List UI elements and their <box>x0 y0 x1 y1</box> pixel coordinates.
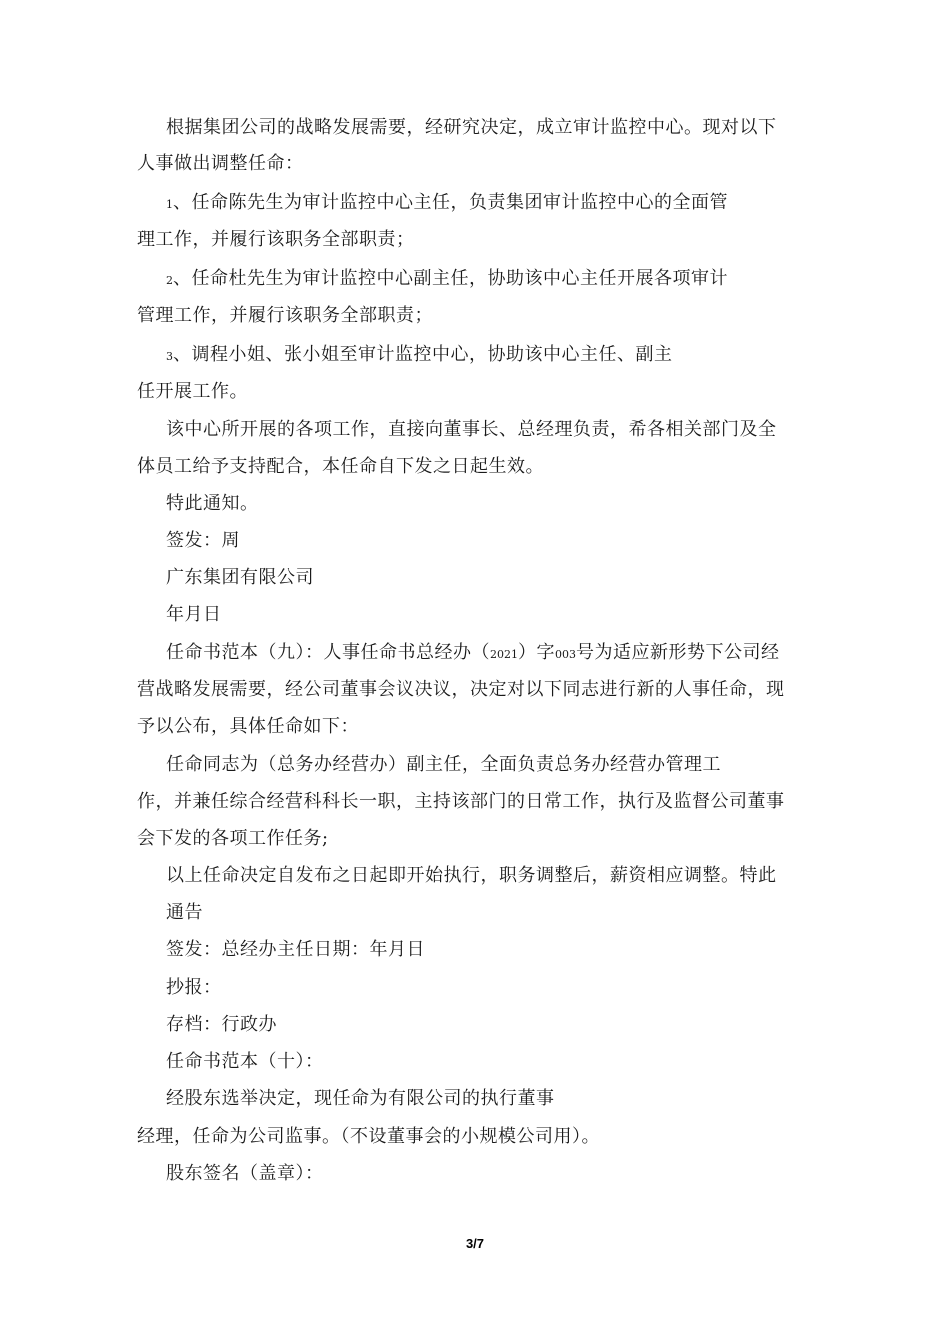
paragraph-line: 以上任命决定自发布之日起即开始执行，职务调整后，薪资相应调整。特此 <box>166 865 777 886</box>
paragraph-line: 管理工作，并履行该职务全部职责； <box>137 305 433 326</box>
paragraph-line: 作，并兼任综合经营科科长一职，主持该部门的日常工作，执行及监督公司董事 <box>137 791 785 812</box>
doc-year: 2021 <box>490 648 518 661</box>
list-number: 3 <box>166 350 173 363</box>
company-name: 广东集团有限公司 <box>166 567 314 588</box>
list-number: 1 <box>166 198 173 211</box>
cc-line: 抄报： <box>166 977 222 998</box>
paragraph-line: 通告 <box>166 902 203 923</box>
section-heading-9: 任命书范本（九）：人事任命书总经办（2021）字003号为适应新形势下公司经 <box>166 642 780 663</box>
paragraph-line: 经股东选举决定，现任命为有限公司的执行董事 <box>166 1088 555 1109</box>
paragraph-line: 根据集团公司的战略发展需要，经研究决定，成立审计监控中心。现对以下 <box>166 117 777 138</box>
paragraph-line: 经理，任命为公司监事。（不设董事会的小规模公司用）。 <box>137 1126 600 1147</box>
list-item-2: 2、任命杜先生为审计监控中心副主任，协助该中心主任开展各项审计 <box>166 268 728 289</box>
paragraph-line: 体员工给予支持配合，本任命自下发之日起生效。 <box>137 456 544 477</box>
section-heading-10: 任命书范本（十）： <box>166 1051 324 1072</box>
page-number: 3/7 <box>465 1236 485 1251</box>
date-line: 年月日 <box>166 604 222 625</box>
paragraph-line: 任命同志为（总务办经营办）副主任，全面负责总务办经营办管理工 <box>166 754 721 775</box>
paragraph-line: 会下发的各项工作任务; <box>137 828 329 849</box>
doc-number: 003 <box>555 648 576 661</box>
signature-line: 签发：周 <box>166 530 240 551</box>
shareholder-signature-line: 股东签名（盖章）： <box>166 1163 324 1184</box>
list-item-3: 3、调程小姐、张小姐至审计监控中心，协助该中心主任、副主 <box>166 344 673 365</box>
paragraph-line: 该中心所开展的各项工作，直接向董事长、总经理负责，希各相关部门及全 <box>166 419 777 440</box>
list-item-1: 1、任命陈先生为审计监控中心主任，负责集团审计监控中心的全面管 <box>166 192 728 213</box>
paragraph-line: 营战略发展需要，经公司董事会议决议，决定对以下同志进行新的人事任命，现 <box>137 679 785 700</box>
paragraph-line: 予以公布，具体任命如下： <box>137 716 359 737</box>
signature-line: 签发：总经办主任日期：年月日 <box>166 939 425 960</box>
paragraph-line: 理工作，并履行该职务全部职责； <box>137 229 415 250</box>
paragraph-line: 任开展工作。 <box>137 381 248 402</box>
archive-line: 存档：行政办 <box>166 1014 277 1035</box>
paragraph-line: 人事做出调整任命： <box>137 153 304 174</box>
list-number: 2 <box>166 274 173 287</box>
notice-line: 特此通知。 <box>166 493 259 514</box>
